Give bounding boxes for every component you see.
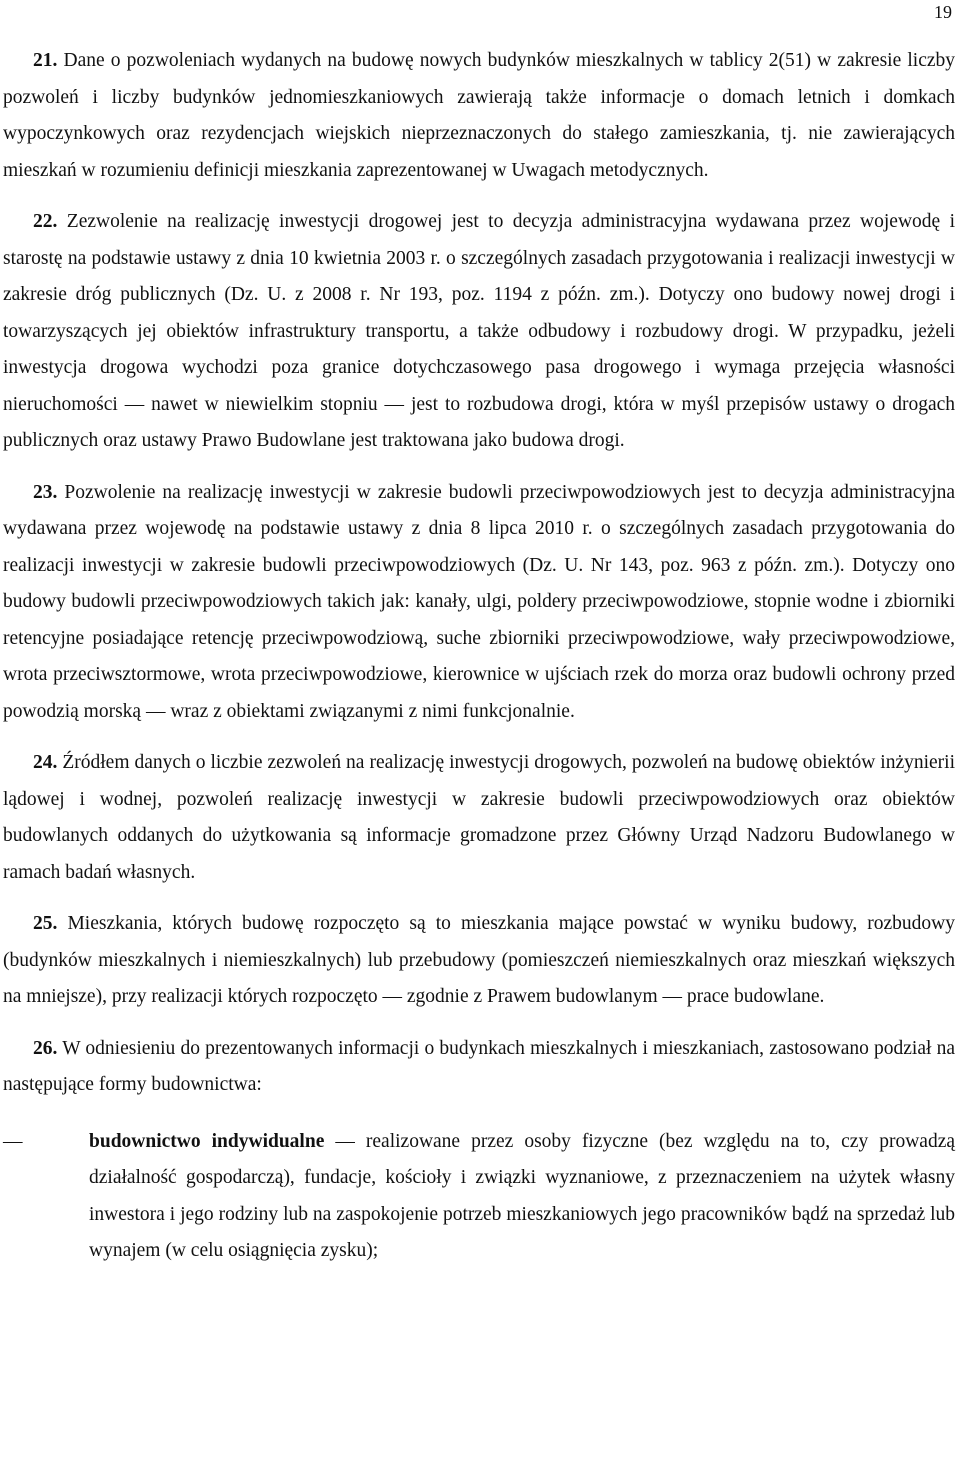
paragraph-number: 24. xyxy=(33,752,58,773)
paragraph-number: 23. xyxy=(33,481,58,503)
list-term: budownictwo indywidualne xyxy=(89,1130,325,1152)
list-text: — realizowane przez osoby fizyczne (bez względu na to, czy prowadzą działalność gospodarczą), fundacje, kościoły i związki wyznaniowe, z przeznaczeniem na użytek własny inwestora i jego rodziny lub na zaspokojenie potrzeb mieszkaniowych jego pracowników bądź na sprzedaż lub wynajem (w celu osiągnięcia zysku); xyxy=(89,1130,956,1261)
paragraph-25 xyxy=(3,906,955,1016)
paragraph-number: 22. xyxy=(33,211,58,232)
paragraph-23 xyxy=(3,475,955,731)
paragraph-number: 25. xyxy=(33,913,58,934)
paragraph-number: 21. xyxy=(33,50,58,71)
paragraph-text: W odniesieniu do prezentowanych informacji o budynkach mieszkalnych i mieszkaniach, zastosowano podział na następujące formy budownictwa: xyxy=(3,1037,955,1095)
paragraph-22 xyxy=(3,204,955,460)
paragraph-text: Mieszkania, których budowę rozpoczęto są to mieszkania mające powstać w wyniku budowy, rozbudowy (budynków mieszkalnych i niemieszkalnych) lub przebudowy (pomieszczeń niemieszkalnych oraz mieszkań większych na mniejsze), przy realizacji których rozpoczęto — zgodnie z Prawem budowlanym — prace budowlane. xyxy=(3,913,956,1007)
paragraph-text: Zezwolenie na realizację inwestycji drogowej jest to decyzja administracyjna wydawana przez wojewodę i starostę na podstawie ustawy z dnia 10 kwietnia 2003 r. o szczególnych zasadach przygotowania i realizacji inwestycji w zakresie dróg publicznych (Dz. U. z 2008 r. Nr 193, poz. 1194 z późn. zm.). Dotyczy ono budowy nowej drogi i towarzyszących jej obiektów infrastruktury transportu, a także odbudowy i rozbudowy drogi. W przypadku, jeżeli inwestycja drogowa wychodzi poza granice dotychczasowego pasa drogowego i wymaga przejęcia własności nieruchomości — nawet w niewielkim stopniu — jest to rozbudowa drogi, która w myśl przepisów ustawy o drogach publicznych oraz ustawy Prawo Budowlane jest traktowana jako budowa drogi. xyxy=(3,211,956,451)
paragraph-text: Pozwolenie na realizację inwestycji w zakresie budowli przeciwpowodziowych jest to decyzja administracyjna wydawana przez wojewodę na podstawie ustawy z dnia 8 lipca 2010 r. o szczególnych zasadach przygotowania do realizacji inwestycji w zakresie budowli przeciwpowodziowych (Dz. U. Nr 143, poz. 963 z późn. zm.). Dotyczy ono budowy budowli przeciwpowodziowych takich jak: kanały, ulgi, poldery przeciwpowodziowe, stopnie wodne i zbiorniki retencyjne posiadające retencję przeciwpowodziową, suche zbiorniki przeciwpowodziowe, wały przeciwpowodziowe, wrota przeciwsztormowe, wrota przeciwpowodziowe, kierownice w ujściach rzek do morza oraz budowli ochrony przed powodzią morską — wraz z obiektami związanymi z nimi funkcjonalnie. xyxy=(3,481,955,722)
list-dash: — xyxy=(3,1130,23,1152)
paragraph-21 xyxy=(3,43,955,189)
paragraph-text: Źródłem danych o liczbie zezwoleń na realizację inwestycji drogowych, pozwoleń na budowę obiektów inżynierii lądowej i wodnej, pozwoleń realizację inwestycji w zakresie budowli przeciwpowodziowych oraz obiektów budowlanych oddanych do użytkowania są informacje gromadzone przez Główny Urząd Nadzoru Budowlanego w ramach badań własnych. xyxy=(3,752,955,883)
paragraph-number: 26. xyxy=(33,1037,58,1059)
page-number: 19 xyxy=(934,2,952,22)
list-item-budownictwo-indywidualne xyxy=(3,1124,955,1270)
paragraph-24 xyxy=(3,745,955,891)
paragraph-26 xyxy=(3,1031,955,1104)
paragraph-text: Dane o pozwoleniach wydanych na budowę nowych budynków mieszkalnych w tablicy 2(51) w zakresie liczby pozwoleń i liczby budynków jednomieszkaniowych zawierają także informacje o domach letnich i domkach wypoczynkowych oraz rezydencjach wiejskich nieprzeznaczonych do stałego zamieszkania, tj. nie zawierających mieszkań w rozumieniu definicji mieszkania zaprezentowanej w Uwagach metodycznych. xyxy=(3,50,956,181)
document-body xyxy=(3,43,955,1270)
